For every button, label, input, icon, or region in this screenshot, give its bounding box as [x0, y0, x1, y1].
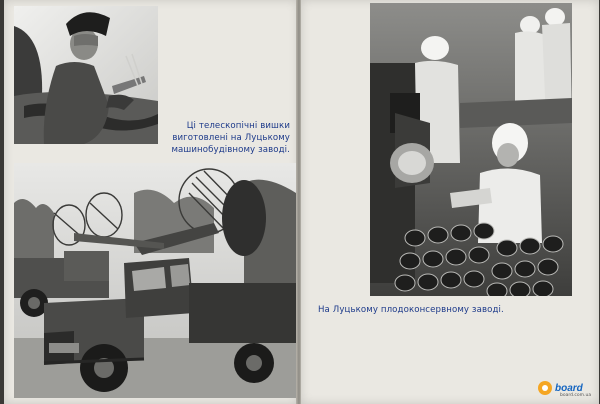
watermark-logo-icon	[538, 381, 552, 395]
left-caption: Ці телескопічні вишки виготовлені на Луцькому машинобудівному заводі.	[171, 121, 290, 155]
cannery-photo	[370, 3, 572, 296]
right-caption: На Луцькому плодоконсервному заводі.	[318, 305, 504, 315]
watermark-brand: board	[555, 382, 583, 394]
trucks-photo	[14, 163, 296, 398]
watermark-domain: board.com.ua	[560, 393, 592, 398]
welder-photo	[14, 6, 158, 144]
